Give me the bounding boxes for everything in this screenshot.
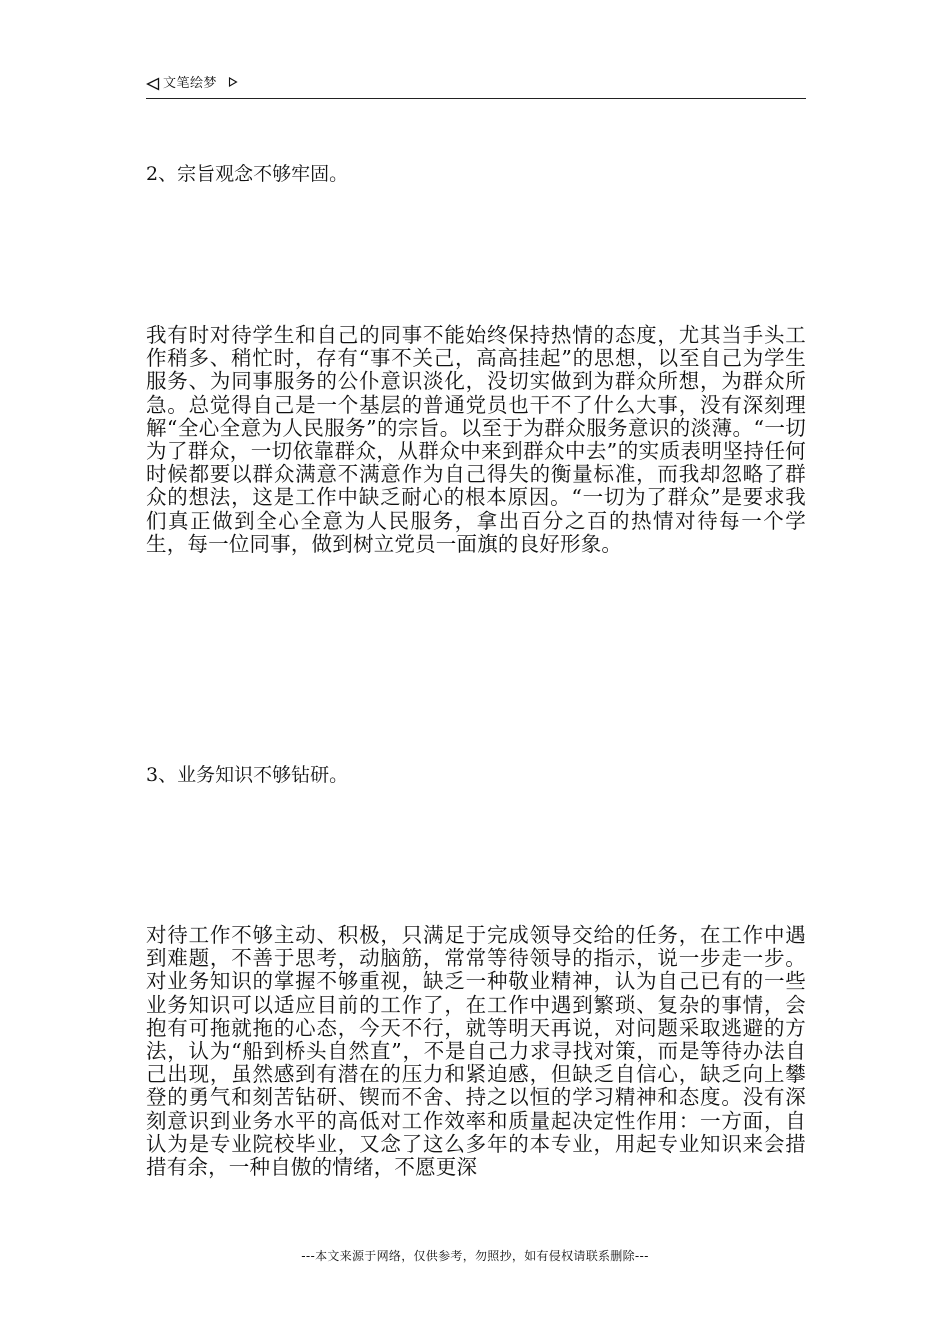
- footer-disclaimer: ---本文来源于网络，仅供参考，勿照抄，如有侵权请联系删除---: [301, 1249, 649, 1263]
- header-brand: [146, 76, 238, 92]
- triangle-right-outline-icon: [228, 77, 238, 87]
- page-header: [146, 74, 806, 99]
- section-paragraph: 对待工作不够主动、积极，只满足于完成领导交给的任务，在工作中遇到难题，不善于思考，动脑筋，常常等待领导的指示，说一步走一步。对业务知识的掌握不够重视，缺乏一种敬业精神，认为自己已有的一些业务知识可以适应目前的工作了，在工作中遇到繁琐、复杂的事情，会抱有可拖就拖的心态，今天不行，就等明天再说，对问题采取逃避的方法，认为“船到桥头自然直”，不是自己力求寻找对策，而是等待办法自己出现，虽然感到有潜在的压力和紧迫感，但缺乏自信心，缺乏向上攀登的勇气和刻苦钻研、锲而不舍、持之以恒的学习精神和态度。没有深刻意识到业务水平的高低对工作效率和质量起决定性作用：一方面，自认为是专业院校毕业，又念了这么多年的本专业，用起专业知识来会措措有余，一种自傲的情绪，不愿更深: [146, 923, 806, 1180]
- section-heading: 2、宗旨观念不够牢固。: [146, 163, 349, 185]
- section-heading: 3、业务知识不够钻研。: [146, 764, 349, 786]
- header-title: 文笔绘梦: [163, 76, 218, 91]
- triangle-left-outline-icon: [146, 77, 160, 91]
- section-paragraph: 我有时对待学生和自己的同事不能始终保持热情的态度，尤其当手头工作稍多、稍忙时，存有“事不关己，高高挂起”的思想，以至自己为学生服务、为同事服务的公仆意识淡化，没切实做到为群众所想，为群众所急。总觉得自己是一个基层的普通党员也干不了什么大事，没有深刻理解“全心全意为人民服务”的宗旨。以至于为群众服务意识的淡薄。“一切为了群众，一切依靠群众，从群众中来到群众中去”的实质表明坚持任何时候都要以群众满意不满意作为自己得失的衡量标准，而我却忽略了群众的想法，这是工作中缺乏耐心的根本原因。“一切为了群众”是要求我们真正做到全心全意为人民服务，拿出百分之百的热情对待每一个学生，每一位同事，做到树立党员一面旗的良好形象。: [146, 323, 806, 556]
